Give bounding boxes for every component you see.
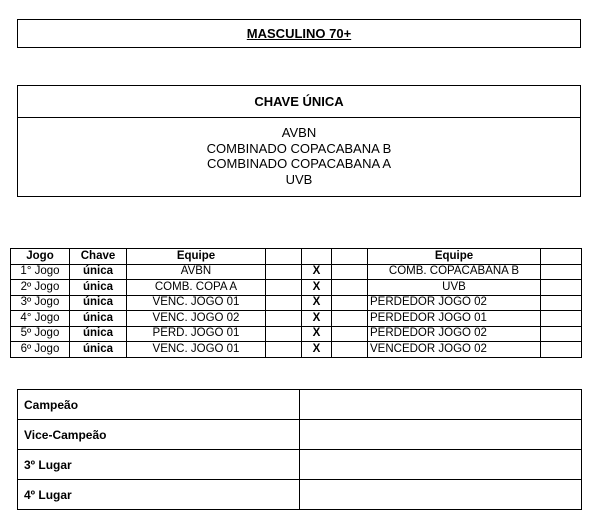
game-chave: única [70,326,127,342]
game-versus: X [302,326,332,342]
header-blank [332,249,368,265]
chave-heading: CHAVE ÚNICA [18,86,580,118]
result-value-campeao [300,390,582,420]
result-label-campeao: Campeão [18,390,300,420]
blank-cell [332,280,368,296]
header-blank [541,249,582,265]
result-row [18,480,582,510]
game-chave: única [70,295,127,311]
chave-team: UVB [285,171,313,187]
result-value-terceiro [300,450,582,480]
result-value-quarto [300,480,582,510]
blank-cell [266,326,302,342]
game-versus: X [302,280,332,296]
result-label-vice-campeao: Vice-Campeão [18,420,300,450]
chave-team: AVBN [281,125,317,140]
game-home-team: VENC. JOGO 02 [127,311,266,327]
game-home-team: AVBN [127,264,266,280]
game-away-team: PERDEDOR JOGO 02 [368,295,541,311]
chave-team: COMBINADO COPACABANA B [206,140,392,156]
game-chave: única [70,311,127,327]
header-equipe-2: Equipe [368,249,541,265]
game-chave: única [70,264,127,280]
games-table [10,248,582,358]
chave-unica-box [17,85,581,197]
result-row [18,450,582,480]
result-value-vice-campeao [300,420,582,450]
header-equipe-1: Equipe [127,249,266,265]
game-number: 4° Jogo [11,311,70,327]
game-away-team: UVB [368,280,541,296]
blank-cell [332,342,368,358]
game-versus: X [302,342,332,358]
results-table [17,389,582,510]
result-row [18,390,582,420]
game-home-team: VENC. JOGO 01 [127,295,266,311]
table-row [11,342,582,358]
blank-cell [266,342,302,358]
game-home-team: PERD. JOGO 01 [127,326,266,342]
blank-cell [332,264,368,280]
blank-cell [266,280,302,296]
games-header-row [11,249,582,265]
table-row [11,326,582,342]
game-versus: X [302,264,332,280]
game-number: 2º Jogo [11,280,70,296]
blank-cell [332,311,368,327]
table-row [11,280,582,296]
game-away-team: COMB. COPACABANA B [368,264,541,280]
table-row [11,264,582,280]
blank-cell [541,326,582,342]
chave-team: COMBINADO COPACABANA A [207,156,391,171]
header-blank [266,249,302,265]
blank-cell [541,342,582,358]
game-versus: X [302,311,332,327]
result-row [18,420,582,450]
game-versus: X [302,295,332,311]
blank-cell [541,311,582,327]
game-away-team: VENCEDOR JOGO 02 [368,342,541,358]
game-number: 1° Jogo [11,264,70,280]
game-number: 5º Jogo [11,326,70,342]
blank-cell [541,295,582,311]
header-jogo: Jogo [11,249,70,265]
blank-cell [266,311,302,327]
header-chave: Chave [70,249,127,265]
game-home-team: VENC. JOGO 01 [127,342,266,358]
blank-cell [266,264,302,280]
blank-cell [332,295,368,311]
result-label-terceiro: 3º Lugar [18,450,300,480]
game-home-team: COMB. COPA A [127,280,266,296]
game-number: 3º Jogo [11,295,70,311]
result-label-quarto: 4º Lugar [18,480,300,510]
game-number: 6º Jogo [11,342,70,358]
blank-cell [541,264,582,280]
chave-team-list [18,118,580,187]
game-chave: única [70,280,127,296]
page-title: MASCULINO 70+ [17,19,581,48]
blank-cell [541,280,582,296]
table-row [11,295,582,311]
game-chave: única [70,342,127,358]
header-blank [302,249,332,265]
table-row [11,311,582,327]
blank-cell [332,326,368,342]
game-away-team: PERDEDOR JOGO 01 [368,311,541,327]
game-away-team: PERDEDOR JOGO 02 [368,326,541,342]
blank-cell [266,295,302,311]
